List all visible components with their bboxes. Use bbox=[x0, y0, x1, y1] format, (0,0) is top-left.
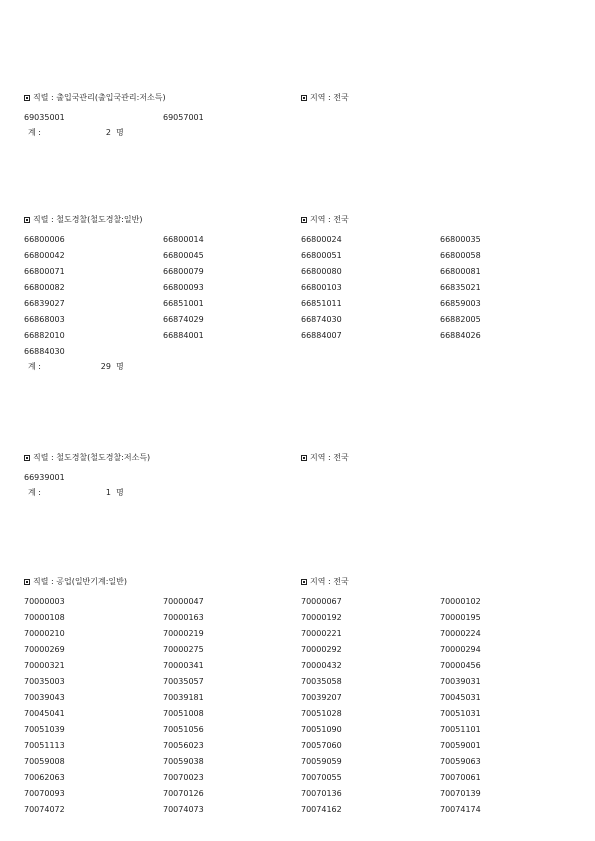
job-category bbox=[24, 214, 142, 226]
applicant-id: 66884030 bbox=[24, 347, 65, 356]
applicant-id: 70000067 bbox=[301, 597, 342, 606]
applicant-id: 66874029 bbox=[163, 315, 204, 324]
applicant-id: 70045031 bbox=[440, 693, 481, 702]
applicant-id: 70051028 bbox=[301, 709, 342, 718]
applicant-id: 66800103 bbox=[301, 283, 342, 292]
applicant-id: 70051039 bbox=[24, 725, 65, 734]
applicant-id: 70000102 bbox=[440, 597, 481, 606]
applicant-id: 66800079 bbox=[163, 267, 204, 276]
applicant-id: 66800080 bbox=[301, 267, 342, 276]
applicant-id: 70056023 bbox=[163, 741, 204, 750]
applicant-id: 70057060 bbox=[301, 741, 342, 750]
applicant-id: 66839027 bbox=[24, 299, 65, 308]
applicant-id: 70070061 bbox=[440, 773, 481, 782]
applicant-id: 66800035 bbox=[440, 235, 481, 244]
applicant-id: 66800071 bbox=[24, 267, 65, 276]
section-header bbox=[24, 452, 584, 464]
section-railway-police-low-income bbox=[24, 452, 584, 500]
total-row bbox=[24, 360, 584, 374]
job-category bbox=[24, 576, 127, 588]
applicant-id: 66851011 bbox=[301, 299, 342, 308]
applicant-id: 70051101 bbox=[440, 725, 481, 734]
applicant-id: 66851001 bbox=[163, 299, 204, 308]
job-category bbox=[24, 452, 150, 464]
id-list bbox=[24, 470, 584, 486]
applicant-id: 70045041 bbox=[24, 709, 65, 718]
total-label: 계 : bbox=[28, 128, 41, 137]
applicant-id: 70059063 bbox=[440, 757, 481, 766]
applicant-id: 70000192 bbox=[301, 613, 342, 622]
applicant-id: 70000047 bbox=[163, 597, 204, 606]
applicant-id: 70000108 bbox=[24, 613, 65, 622]
total-row bbox=[24, 126, 584, 140]
applicant-id: 70070139 bbox=[440, 789, 481, 798]
total-row bbox=[24, 486, 584, 500]
applicant-id: 70074072 bbox=[24, 805, 65, 814]
square-bullet-icon bbox=[24, 579, 30, 585]
applicant-id: 70000195 bbox=[440, 613, 481, 622]
square-bullet-icon bbox=[24, 455, 30, 461]
square-bullet-icon bbox=[24, 95, 30, 101]
total-unit: 명 bbox=[115, 362, 124, 371]
total-label: 계 : bbox=[28, 362, 41, 371]
applicant-id: 70000163 bbox=[163, 613, 204, 622]
region-text: 지역 : 전국 bbox=[310, 215, 349, 224]
region bbox=[301, 452, 349, 464]
applicant-id: 66800014 bbox=[163, 235, 204, 244]
applicant-id: 70074162 bbox=[301, 805, 342, 814]
applicant-id: 70059038 bbox=[163, 757, 204, 766]
applicant-id: 70035058 bbox=[301, 677, 342, 686]
applicant-id: 69035001 bbox=[24, 113, 65, 122]
applicant-id: 70000432 bbox=[301, 661, 342, 670]
total-count: 2 bbox=[105, 128, 111, 137]
applicant-id: 70070136 bbox=[301, 789, 342, 798]
total-unit: 명 bbox=[115, 488, 124, 497]
applicant-id: 70039181 bbox=[163, 693, 204, 702]
applicant-id: 70070023 bbox=[163, 773, 204, 782]
applicant-id: 70051008 bbox=[163, 709, 204, 718]
applicant-id: 66800081 bbox=[440, 267, 481, 276]
job-category-text: 직렬 : 철도경찰(철도경찰:저소득) bbox=[33, 453, 151, 462]
region-text: 지역 : 전국 bbox=[310, 93, 349, 102]
region bbox=[301, 214, 349, 226]
applicant-id: 70000456 bbox=[440, 661, 481, 670]
applicant-id: 66884026 bbox=[440, 331, 481, 340]
total-unit: 명 bbox=[115, 128, 124, 137]
total-count: 29 bbox=[100, 362, 111, 371]
id-list bbox=[24, 232, 584, 360]
applicant-id: 70000210 bbox=[24, 629, 65, 638]
applicant-id: 70039207 bbox=[301, 693, 342, 702]
applicant-id: 66800051 bbox=[301, 251, 342, 260]
applicant-id: 66800042 bbox=[24, 251, 65, 260]
applicant-id: 66882010 bbox=[24, 331, 65, 340]
applicant-id: 70035057 bbox=[163, 677, 204, 686]
applicant-id: 70000269 bbox=[24, 645, 65, 654]
square-bullet-icon bbox=[24, 217, 30, 223]
square-bullet-icon bbox=[301, 95, 307, 101]
applicant-id: 70059001 bbox=[440, 741, 481, 750]
applicant-id: 66800006 bbox=[24, 235, 65, 244]
applicant-id: 70059008 bbox=[24, 757, 65, 766]
section-immigration-low-income bbox=[24, 92, 584, 140]
applicant-id: 66800093 bbox=[163, 283, 204, 292]
applicant-id: 66859003 bbox=[440, 299, 481, 308]
applicant-id: 70074174 bbox=[440, 805, 481, 814]
job-category-text: 직렬 : 철도경찰(철도경찰:일반) bbox=[33, 215, 143, 224]
applicant-id: 70070126 bbox=[163, 789, 204, 798]
applicant-id: 66800058 bbox=[440, 251, 481, 260]
applicant-id: 70000275 bbox=[163, 645, 204, 654]
section-header bbox=[24, 92, 584, 104]
applicant-id: 70000224 bbox=[440, 629, 481, 638]
applicant-id: 70059059 bbox=[301, 757, 342, 766]
applicant-id: 69057001 bbox=[163, 113, 204, 122]
applicant-id: 70039043 bbox=[24, 693, 65, 702]
region-text: 지역 : 전국 bbox=[310, 453, 349, 462]
applicant-id: 70051113 bbox=[24, 741, 65, 750]
square-bullet-icon bbox=[301, 217, 307, 223]
job-category-text: 직렬 : 출입국관리(출입국관리:저소득) bbox=[33, 93, 166, 102]
applicant-id: 66800082 bbox=[24, 283, 65, 292]
applicant-id: 70062063 bbox=[24, 773, 65, 782]
applicant-id: 70035003 bbox=[24, 677, 65, 686]
section-header bbox=[24, 214, 584, 226]
region bbox=[301, 92, 349, 104]
applicant-id: 70000294 bbox=[440, 645, 481, 654]
region-text: 지역 : 전국 bbox=[310, 577, 349, 586]
applicant-id: 70000321 bbox=[24, 661, 65, 670]
applicant-id: 66868003 bbox=[24, 315, 65, 324]
section-industrial-general-machinery bbox=[24, 576, 584, 818]
applicant-id: 70070093 bbox=[24, 789, 65, 798]
applicant-id: 66884007 bbox=[301, 331, 342, 340]
applicant-id: 66884001 bbox=[163, 331, 204, 340]
applicant-id: 70000221 bbox=[301, 629, 342, 638]
applicant-id: 66835021 bbox=[440, 283, 481, 292]
applicant-id: 70051056 bbox=[163, 725, 204, 734]
applicant-id: 66939001 bbox=[24, 473, 65, 482]
applicant-id: 70000341 bbox=[163, 661, 204, 670]
region bbox=[301, 576, 349, 588]
applicant-id: 66800045 bbox=[163, 251, 204, 260]
id-list bbox=[24, 594, 584, 818]
job-category-text: 직렬 : 공업(일반기계:일반) bbox=[33, 577, 127, 586]
applicant-id: 70000003 bbox=[24, 597, 65, 606]
applicant-id: 70039031 bbox=[440, 677, 481, 686]
applicant-id: 70000219 bbox=[163, 629, 204, 638]
applicant-id: 66874030 bbox=[301, 315, 342, 324]
applicant-id: 66882005 bbox=[440, 315, 481, 324]
section-header bbox=[24, 576, 584, 588]
applicant-id: 66800024 bbox=[301, 235, 342, 244]
square-bullet-icon bbox=[301, 579, 307, 585]
applicant-id: 70000292 bbox=[301, 645, 342, 654]
applicant-id: 70074073 bbox=[163, 805, 204, 814]
square-bullet-icon bbox=[301, 455, 307, 461]
section-railway-police-general bbox=[24, 214, 584, 374]
applicant-id: 70070055 bbox=[301, 773, 342, 782]
id-list bbox=[24, 110, 584, 126]
applicant-id: 70051031 bbox=[440, 709, 481, 718]
job-category bbox=[24, 92, 166, 104]
total-label: 계 : bbox=[28, 488, 41, 497]
total-count: 1 bbox=[105, 488, 111, 497]
applicant-id: 70051090 bbox=[301, 725, 342, 734]
